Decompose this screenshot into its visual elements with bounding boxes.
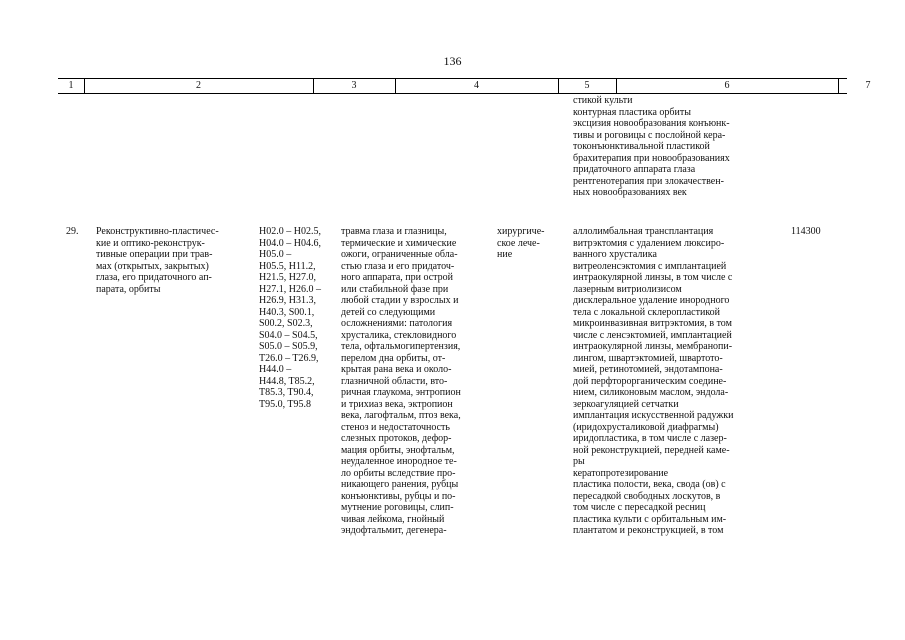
diagnosis-line: глазничной области, вто- <box>341 375 448 387</box>
method-line: придаточного аппарата глаза <box>573 164 696 175</box>
code-line: H26.9, H31.3, <box>259 295 316 306</box>
diagnosis-line: ного аппарата, при острой <box>341 272 453 283</box>
method-line: имплантация искусственной радужки <box>573 410 734 421</box>
diagnosis-line: мутнение роговицы, слип- <box>341 502 454 513</box>
diagnosis-line: крытая рана века и около- <box>341 364 452 375</box>
diagnosis-line: перелом дна орбиты, от- <box>341 352 446 364</box>
code-line: T26.0 – T26.9, <box>259 352 319 364</box>
icd-codes <box>259 226 333 410</box>
diagnosis-line: хрусталика, стекловидного <box>341 329 457 341</box>
method-line: брахитерапия при новообразованиях <box>573 152 730 164</box>
diagnosis-line: ло орбиты вследствие про- <box>341 467 456 479</box>
method-line: дой перфторорганическим соедине- <box>573 375 727 387</box>
page-number: 136 <box>443 54 462 68</box>
diagnosis-line: травма глаза и глазницы, <box>341 226 447 237</box>
diagnosis-line: ожоги, ограниченные обла- <box>341 249 458 260</box>
code-line: H40.3, S00.1, <box>259 306 315 318</box>
header-col-6: 6 <box>724 80 730 91</box>
method-line: плантатом и реконструкцией, в том <box>573 525 724 536</box>
code-line: H27.1, H26.0 – <box>259 283 321 295</box>
method-line: нием, силиконовым маслом, эндола- <box>573 387 729 398</box>
name-line: кие и оптико-реконструк- <box>96 237 205 249</box>
diagnosis-line: любой стадии у взрослых и <box>341 295 459 306</box>
method-line: (иридохрусталиковой диафрагмы) <box>573 421 719 433</box>
treatment-methods <box>573 226 769 537</box>
method-line: лингом, швартэктомией, швартото- <box>573 352 723 364</box>
code-line: T95.0, T95.8 <box>259 398 312 410</box>
header-col-7: 7 <box>865 80 871 91</box>
header-col-2: 2 <box>196 80 201 91</box>
method-line: пересадкой свободных лоскутов, в <box>573 490 721 502</box>
code-line: H05.5, H11.2, <box>259 260 316 272</box>
diagnosis-line: ричная глаукома, энтропион <box>341 387 461 398</box>
method-line: аллолимбальная трансплантация <box>573 226 714 237</box>
treatment-type <box>497 226 557 261</box>
diagnosis-line: неудаленное инородное те- <box>341 456 457 467</box>
code-line: H05.0 – <box>259 249 292 260</box>
diagnosis-line: слезных протоков, дефор- <box>341 433 452 444</box>
method-line: иридопластика, в том числе с лазер- <box>573 433 727 444</box>
name-line: глаза, его придаточного ап- <box>96 272 212 283</box>
method-line: интраокулярной линзы, мембранопи- <box>573 341 733 352</box>
name-line: парата, орбиты <box>96 283 161 295</box>
method-line: стикой культи <box>573 95 633 106</box>
method-line: тела с локальной склеропластикой <box>573 306 721 318</box>
method-line: микроинвазивная витрэктомия, в том <box>573 318 732 329</box>
diagnosis-model <box>341 226 493 537</box>
code-line: H02.0 – H02.5, <box>259 226 321 237</box>
method-line: том числе с пересадкой ресниц <box>573 502 706 513</box>
code-line: H44.8, T85.2, <box>259 375 315 387</box>
diagnosis-line: стеноз и недостаточность <box>341 421 450 433</box>
code-line: H21.5, H27.0, <box>259 272 316 283</box>
method-line: кератопротезирование <box>573 467 669 479</box>
intervention-name <box>96 226 248 295</box>
diagnosis-line: детей со следующими <box>341 306 436 318</box>
continued-methods <box>573 95 769 199</box>
table-header <box>58 78 871 94</box>
code-line: S04.0 – S04.5, <box>259 329 318 341</box>
method-line: числе с ленсэктомией, имплантацией <box>573 329 732 341</box>
method-line: ванного хрусталика <box>573 249 657 260</box>
name-line: мах (открытых, закрытых) <box>96 260 209 272</box>
treatment-line: хирургиче- <box>497 226 545 237</box>
header-col-1: 1 <box>68 80 74 91</box>
treatment-line: ское лече- <box>497 237 540 249</box>
method-line: интраокулярной линзы, в том числе с <box>573 272 733 283</box>
method-line: рентгенотерапия при злокачествен- <box>573 175 724 187</box>
method-line: пластика культи с орбитальным им- <box>573 513 727 525</box>
header-col-5: 5 <box>584 80 590 91</box>
method-line: эксцизия новообразования конъюнк- <box>573 118 730 129</box>
method-line: зеркоагуляцией сетчатки <box>573 398 679 410</box>
method-line: мией, ретинотомией, эндотампона- <box>573 364 723 375</box>
name-line: Реконструктивно-пластичес- <box>96 226 219 237</box>
diagnosis-line: никающего ранения, рубцы <box>341 479 459 490</box>
method-line: витрэктомия с удалением люксиро- <box>573 237 725 249</box>
name-line: тивные операции при трав- <box>96 249 213 260</box>
diagnosis-line: эндофтальмит, дегенера- <box>341 525 447 536</box>
diagnosis-line: стью глаза и его придаточ- <box>341 260 455 272</box>
treatment-line: ние <box>497 249 513 260</box>
diagnosis-line: или стабильной фазе при <box>341 283 449 295</box>
diagnosis-line: тела, офтальмогипертензия, <box>341 341 461 352</box>
code-line: T85.3, T90.4, <box>259 387 314 398</box>
code-line: H44.0 – <box>259 364 292 375</box>
diagnosis-line: осложнениями: патология <box>341 318 453 329</box>
row-number: 29. <box>66 226 79 237</box>
cost-value: 114300 <box>791 226 821 237</box>
diagnosis-line: и трихиаз века, эктропион <box>341 398 453 410</box>
method-line: ной реконструкцией, передней каме- <box>573 444 730 456</box>
header-col-4: 4 <box>474 80 479 91</box>
diagnosis-line: чивая лейкома, гнойный <box>341 513 445 525</box>
diagnosis-line: конъюнктивы, рубцы и по- <box>341 490 456 502</box>
code-line: S00.2, S02.3, <box>259 318 313 329</box>
code-line: S05.0 – S05.9, <box>259 341 318 352</box>
method-line: витреоленсэктомия с имплантацией <box>573 260 727 272</box>
method-line: дисклеральное удаление инородного <box>573 295 730 306</box>
method-line: лазерным витриолизисом <box>573 283 682 295</box>
method-line: ных новообразованиях век <box>573 187 687 198</box>
diagnosis-line: мация орбиты, энофтальм, <box>341 444 455 456</box>
method-line: контурная пластика орбиты <box>573 106 691 118</box>
method-line: токонъюнктивальной пластикой <box>573 141 710 152</box>
method-line: пластика полости, века, свода (ов) с <box>573 479 726 490</box>
diagnosis-line: термические и химические <box>341 237 457 249</box>
method-line: ры <box>573 456 585 467</box>
code-line: H04.0 – H04.6, <box>259 237 321 249</box>
method-line: тивы и роговицы с послойной кера- <box>573 129 726 141</box>
header-col-3: 3 <box>351 80 357 91</box>
diagnosis-line: века, лагофтальм, птоз века, <box>341 410 461 421</box>
